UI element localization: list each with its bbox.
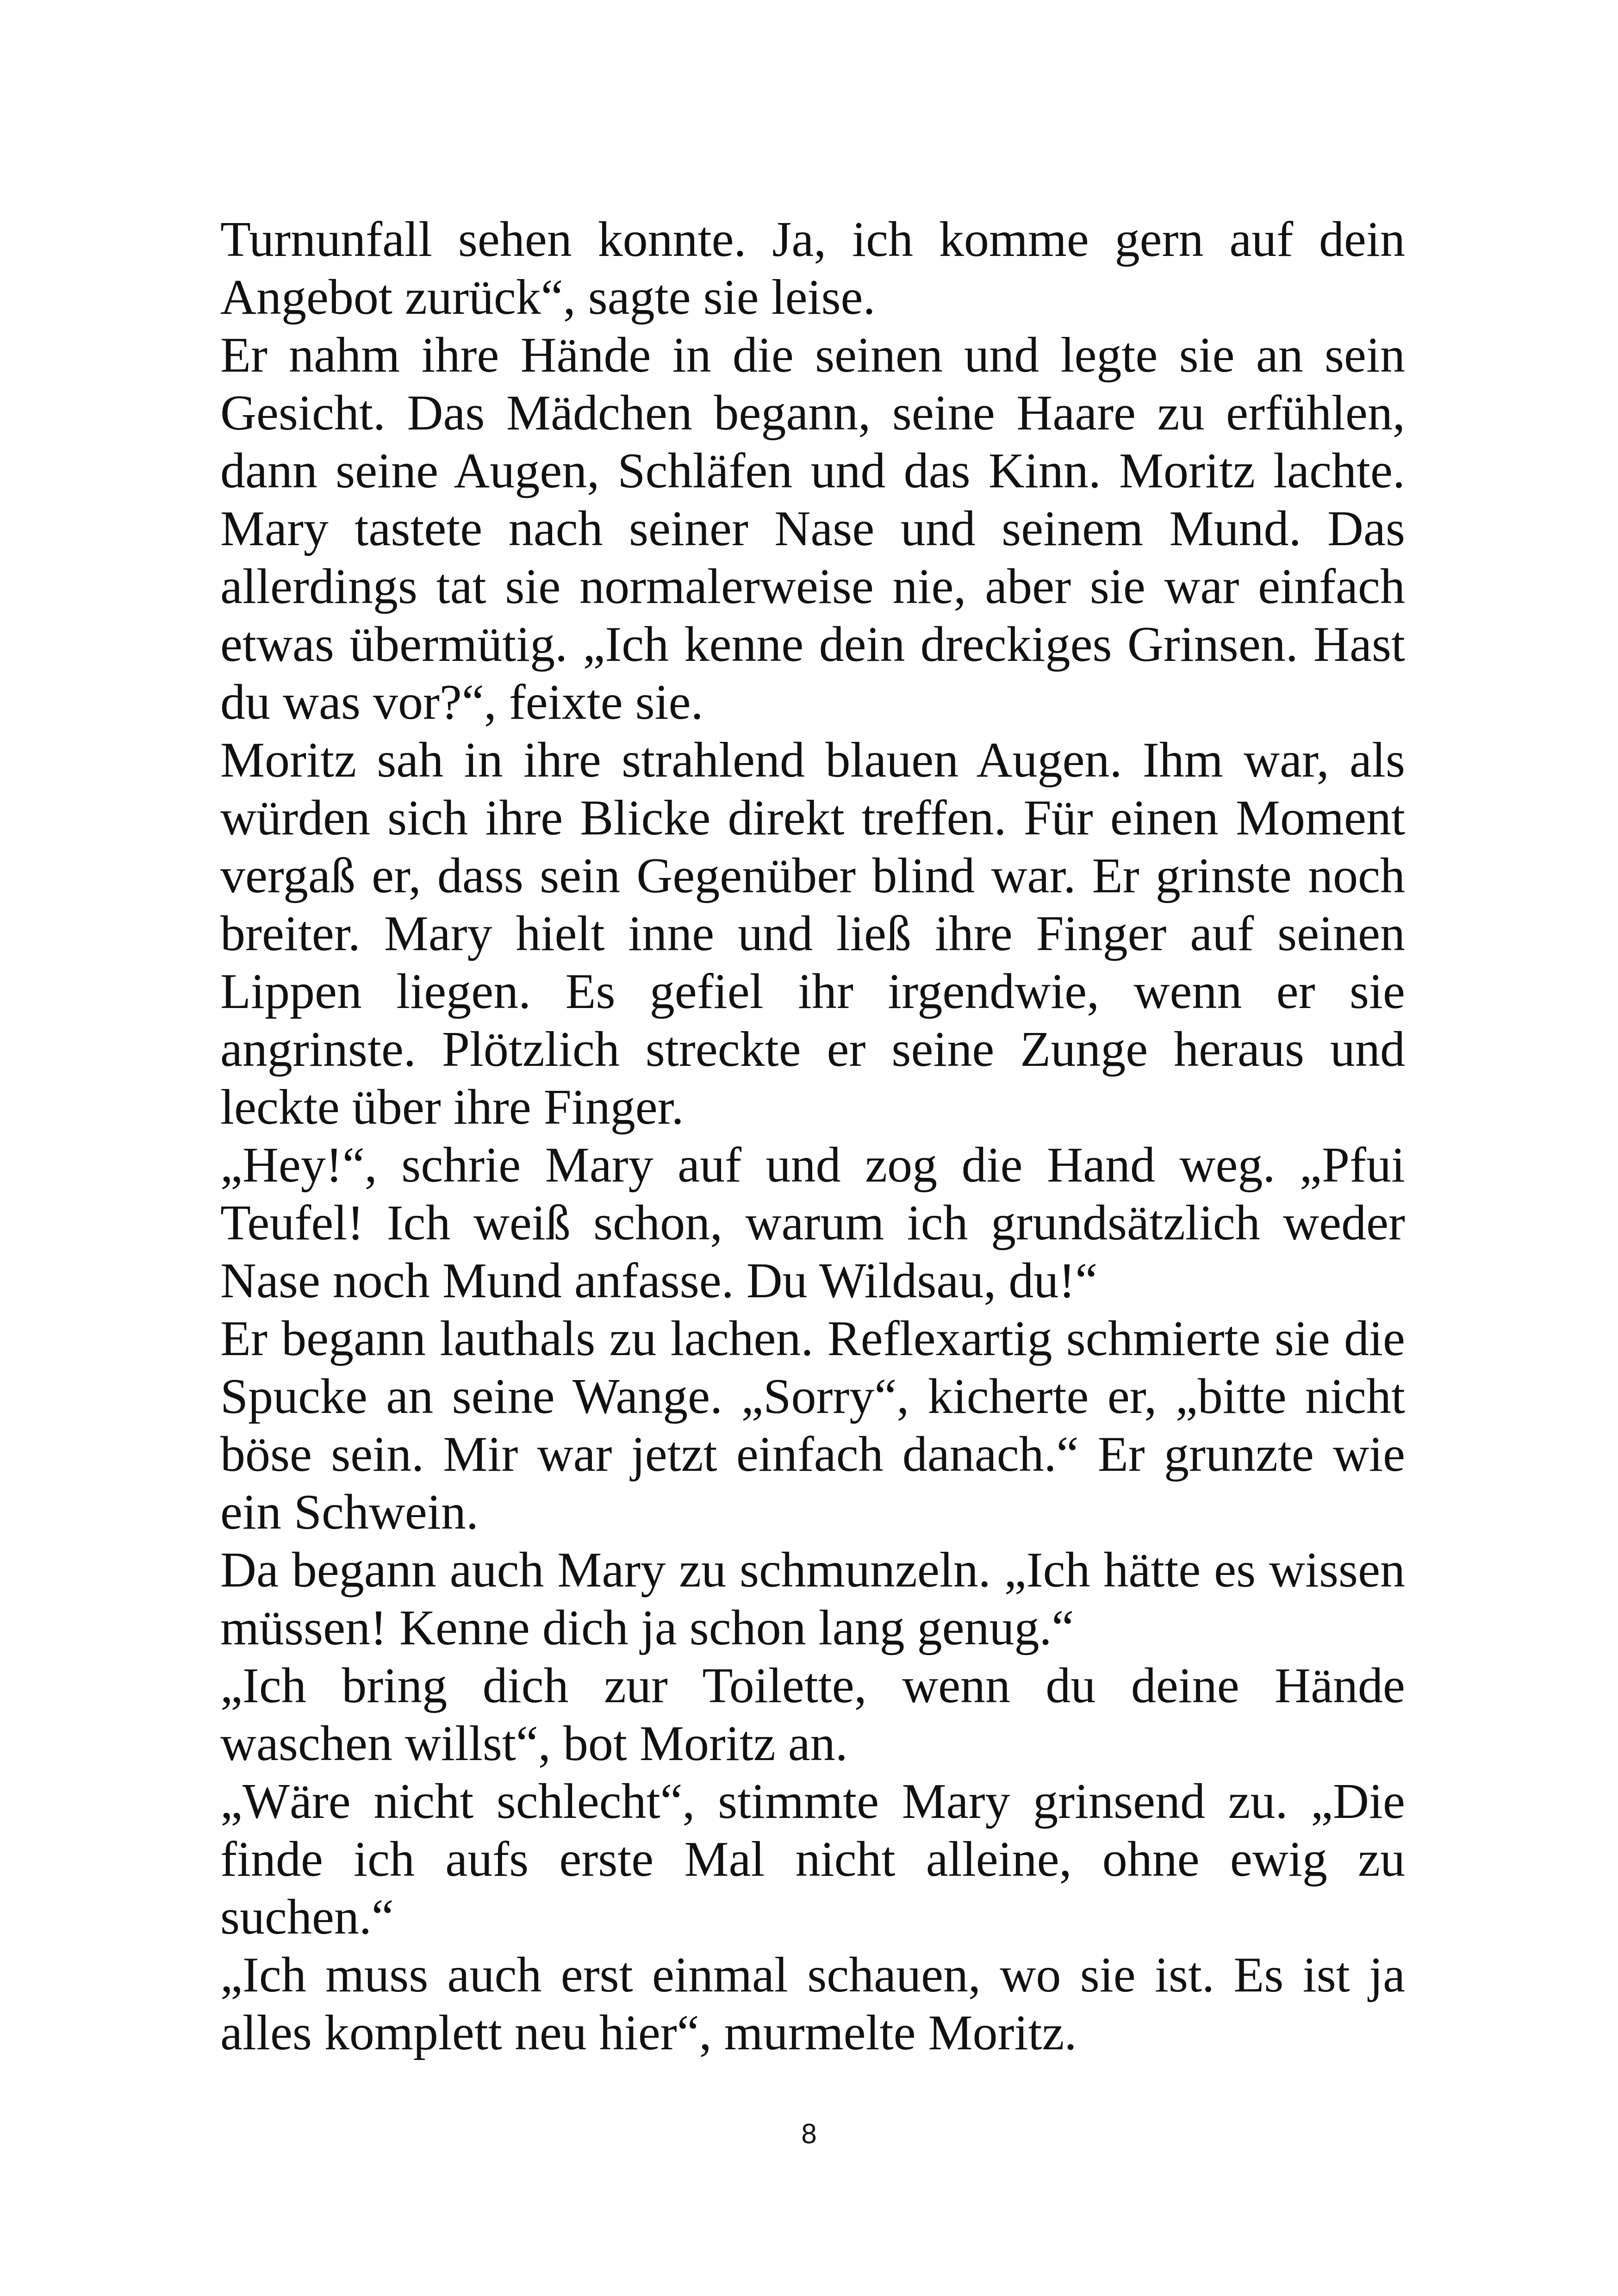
text-line: suchen.“: [220, 1890, 394, 1945]
text-line: dann seine Augen, Schläfen und das Kinn. Moritz lachte.: [220, 443, 1405, 498]
text-line: „Hey!“, schrie Mary auf und zog die Hand weg. „Pfui: [220, 1138, 1405, 1193]
text-line: waschen willst“, bot Moritz an.: [220, 1716, 848, 1771]
text-line: Mary tastete nach seiner Nase und seinem Mund. Das: [220, 501, 1405, 556]
text-line: angrinste. Plötzlich streckte er seine Zunge heraus und: [220, 1022, 1405, 1077]
text-line: Gesicht. Das Mädchen begann, seine Haare zu erfühlen,: [220, 386, 1405, 441]
text-line: Angebot zurück“, sagte sie leise.: [220, 270, 876, 325]
text-line: finde ich aufs erste Mal nicht alleine, ohne ewig zu: [220, 1832, 1405, 1887]
text-line: breiter. Mary hielt inne und ließ ihre Finger auf seinen: [220, 906, 1405, 961]
text-line: „Ich muss auch erst einmal schauen, wo sie ist. Es ist ja: [220, 1948, 1405, 2003]
text-line: „Ich bring dich zur Toilette, wenn du deine Hände: [220, 1658, 1405, 1713]
text-line: Da begann auch Mary zu schmunzeln. „Ich hätte es wissen: [220, 1543, 1405, 1598]
text-line: „Wäre nicht schlecht“, stimmte Mary grinsend zu. „Die: [220, 1774, 1405, 1829]
text-line: vergaß er, dass sein Gegenüber blind war. Er grinste noch: [220, 848, 1405, 903]
text-line: müssen! Kenne dich ja schon lang genug.“: [220, 1600, 1074, 1655]
body-text: [220, 211, 1405, 2062]
text-line: Moritz sah in ihre strahlend blauen Augen. Ihm war, als: [220, 733, 1405, 788]
text-line: Spucke an seine Wange. „Sorry“, kicherte er, „bitte nicht: [220, 1369, 1405, 1424]
text-line: Er begann lauthals zu lachen. Reflexartig schmierte sie die: [220, 1311, 1405, 1366]
text-line: du was vor?“, feixte sie.: [220, 675, 703, 730]
text-line: Er nahm ihre Hände in die seinen und legte sie an sein: [220, 328, 1405, 383]
text-line: leckte über ihre Finger.: [220, 1080, 684, 1135]
text-line: Teufel! Ich weiß schon, warum ich grundsätzlich weder: [220, 1195, 1405, 1251]
text-line: ein Schwein.: [220, 1485, 479, 1540]
text-line: Nase noch Mund anfasse. Du Wildsau, du!“: [220, 1253, 1098, 1308]
text-line: würden sich ihre Blicke direkt treffen. Für einen Moment: [220, 790, 1405, 846]
text-line: böse sein. Mir war jetzt einfach danach.“ Er grunzte wie: [220, 1427, 1405, 1482]
text-line: allerdings tat sie normalerweise nie, aber sie war einfach: [220, 559, 1405, 614]
text-line: Turnunfall sehen konnte. Ja, ich komme gern auf dein: [220, 212, 1405, 267]
page-number: 8: [801, 2118, 817, 2149]
text-line: alles komplett neu hier“, murmelte Moritz.: [220, 2005, 1077, 2060]
text-line: Lippen liegen. Es gefiel ihr irgendwie, wenn er sie: [220, 964, 1405, 1019]
text-line: etwas übermütig. „Ich kenne dein dreckiges Grinsen. Hast: [220, 617, 1405, 672]
